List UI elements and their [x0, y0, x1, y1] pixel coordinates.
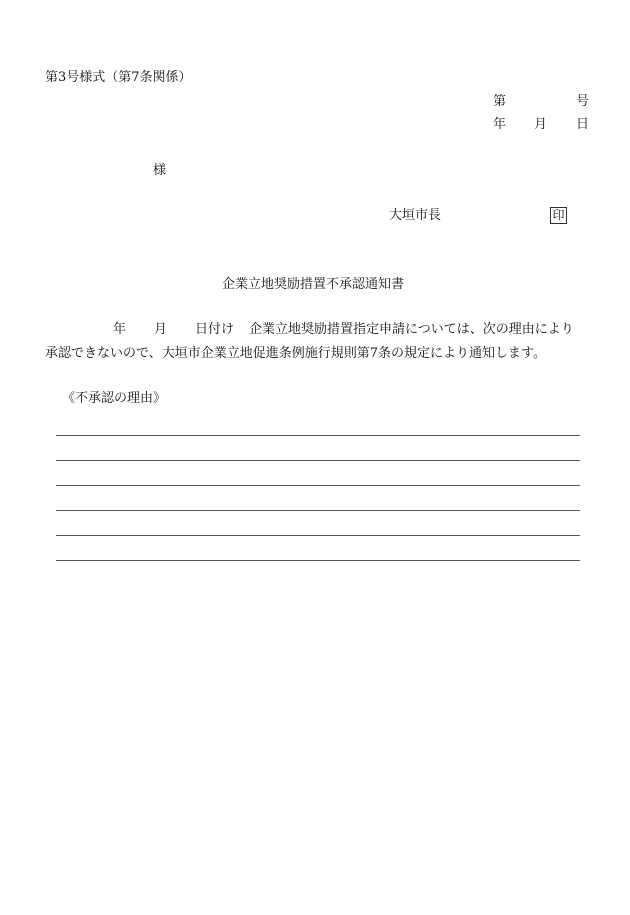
body-paragraph-line-2: 承認できないので、大垣市企業立地促進条例施行規則第7条の規定により通知します。	[45, 346, 546, 361]
reason-blank-line	[56, 485, 580, 486]
body-date-day: 日付け	[195, 322, 235, 337]
body-date-month: 月	[154, 322, 168, 337]
date-month-label: 月	[534, 117, 548, 132]
reason-blank-line	[56, 560, 580, 561]
body-text-first-line: 企業立地奨励措置指定申請については、次の理由により	[249, 322, 574, 337]
reason-blank-line	[56, 460, 580, 461]
document-title: 企業立地奨励措置不承認通知書	[222, 277, 405, 292]
seal-stamp-icon: 印	[550, 207, 567, 224]
reason-blank-line	[56, 510, 580, 511]
body-date-year: 年	[113, 322, 127, 337]
document-number-suffix: 号	[576, 94, 590, 109]
reason-heading: 《不承認の理由》	[62, 391, 167, 406]
reason-blank-line	[56, 535, 580, 536]
sender-name: 大垣市長	[389, 208, 442, 223]
reason-blank-line	[56, 435, 580, 436]
document-number-prefix: 第	[493, 94, 507, 109]
date-year-label: 年	[493, 117, 507, 132]
addressee-honorific: 様	[153, 163, 167, 178]
form-number: 第3号様式（第7条関係）	[45, 70, 192, 85]
date-day-label: 日	[576, 117, 590, 132]
